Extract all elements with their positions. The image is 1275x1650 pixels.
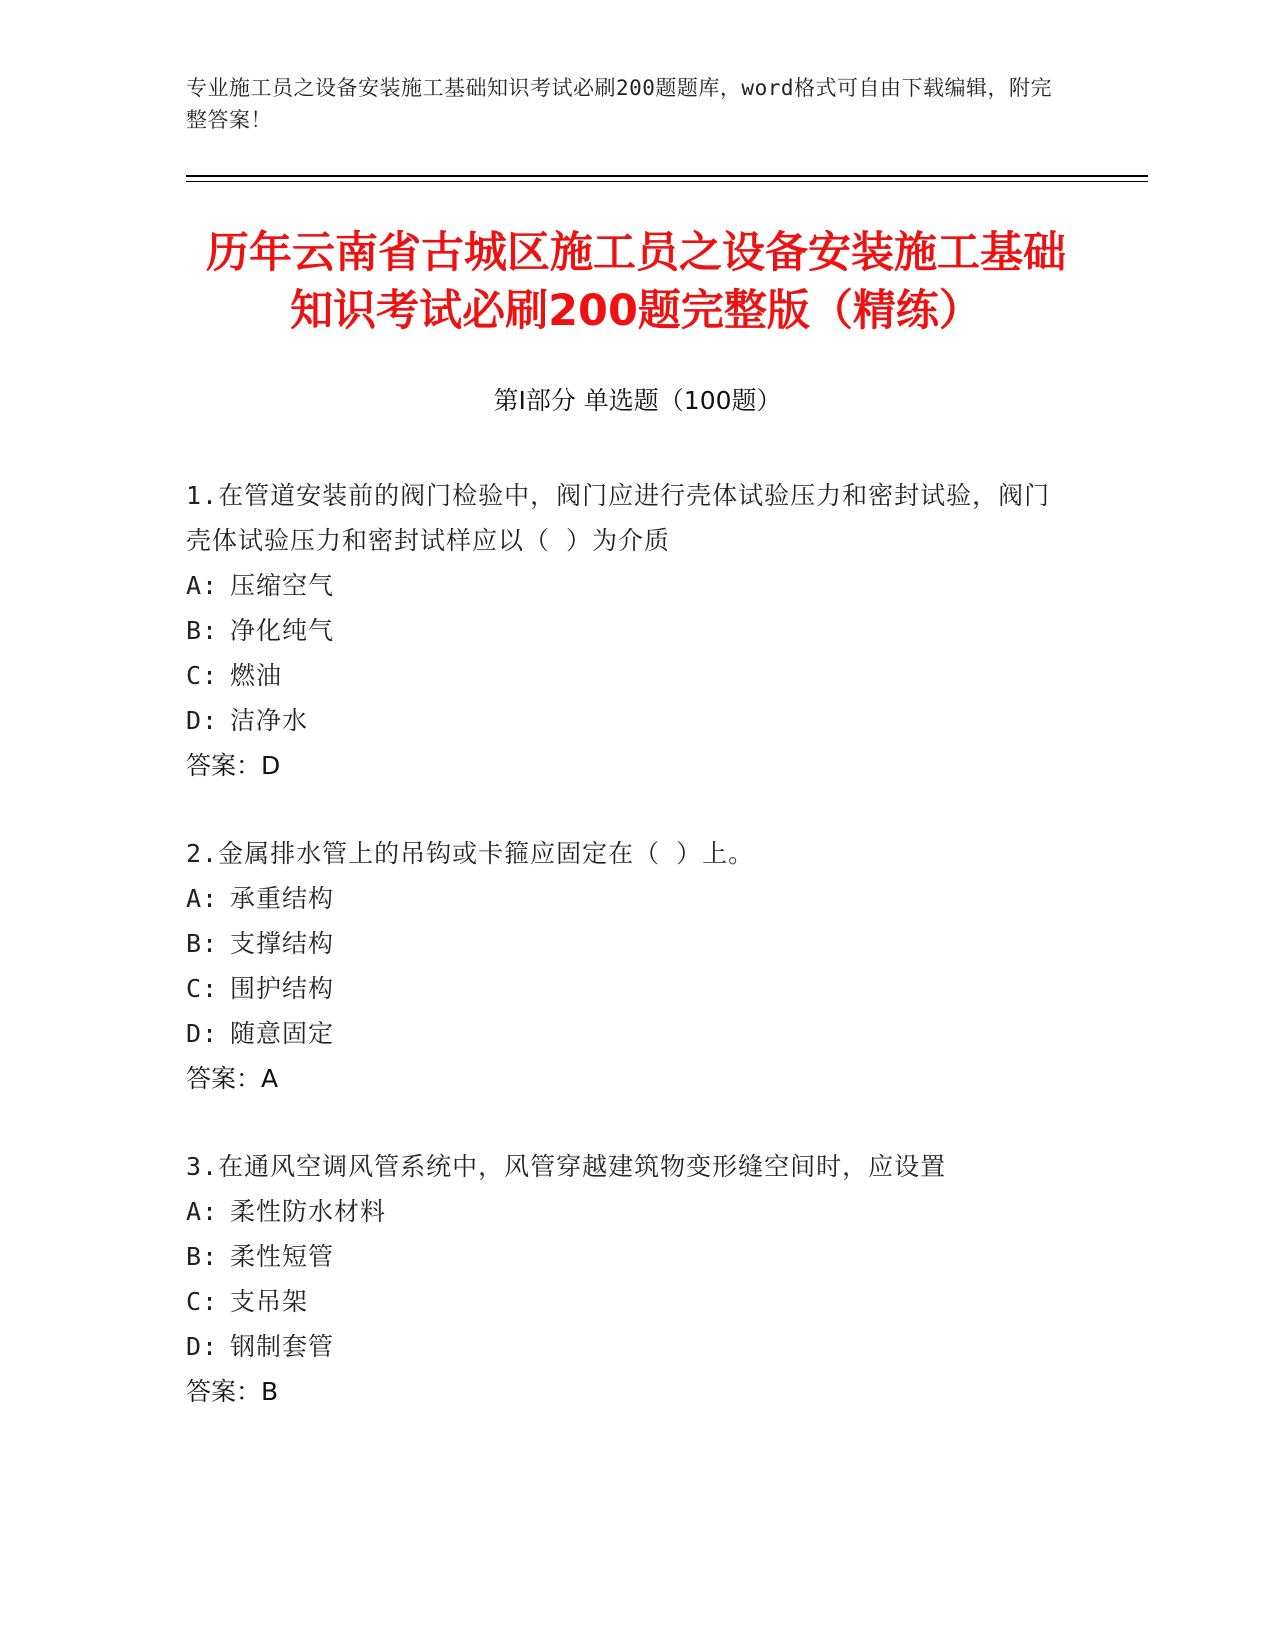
document-title: 历年云南省古城区施工员之设备安装施工基础知识考试必刷200题完整版（精练） [206, 228, 1066, 336]
question-option [186, 1324, 1066, 1369]
option-key: A: [186, 884, 219, 913]
option-text: 围护结构 [230, 974, 335, 1003]
question-option [186, 1189, 1066, 1234]
option-text: 柔性短管 [230, 1242, 335, 1271]
question-option [186, 1279, 1066, 1324]
question-answer: 答案：B [186, 1377, 279, 1406]
question-option [186, 1011, 1066, 1056]
question-option [186, 876, 1066, 921]
option-key: B: [186, 1242, 219, 1271]
option-key: D: [186, 706, 219, 735]
option-key: B: [186, 929, 219, 958]
option-text: 净化纯气 [230, 616, 335, 645]
question-stem: 1.在管道安装前的阀门检验中，阀门应进行壳体试验压力和密封试验，阀门壳体试验压力和密封试样应以（ ）为介质 [186, 481, 1051, 555]
option-key: D: [186, 1332, 219, 1361]
question-3 [186, 1144, 1066, 1414]
option-text: 燃油 [230, 661, 283, 690]
question-spacer [186, 788, 1066, 831]
option-key: A: [186, 571, 219, 600]
question-option [186, 608, 1066, 653]
header-note: 专业施工员之设备安装施工基础知识考试必刷200题题库，word格式可自由下载编辑，附完整答案！ [186, 76, 1052, 132]
option-key: B: [186, 616, 219, 645]
option-text: 洁净水 [230, 706, 309, 735]
question-answer: 答案：A [186, 1064, 279, 1093]
question-1 [186, 473, 1066, 788]
question-option [186, 1234, 1066, 1279]
option-text: 支吊架 [230, 1287, 309, 1316]
option-key: C: [186, 1287, 219, 1316]
question-stem: 3.在通风空调风管系统中，风管穿越建筑物变形缝空间时，应设置 [186, 1152, 947, 1181]
option-text: 支撑结构 [230, 929, 335, 958]
option-key: A: [186, 1197, 219, 1226]
option-key: D: [186, 1019, 219, 1048]
option-text: 钢制套管 [230, 1332, 335, 1361]
section-title: 第Ⅰ部分 单选题（100题） [493, 386, 782, 415]
question-option [186, 921, 1066, 966]
option-text: 压缩空气 [230, 571, 335, 600]
question-option [186, 966, 1066, 1011]
option-text: 承重结构 [230, 884, 335, 913]
question-2 [186, 831, 1066, 1101]
option-key: C: [186, 974, 219, 1003]
option-key: C: [186, 661, 219, 690]
option-text: 随意固定 [230, 1019, 335, 1048]
question-answer: 答案：D [186, 751, 281, 780]
question-option [186, 653, 1066, 698]
question-spacer [186, 1101, 1066, 1144]
header-rule-thick [186, 175, 1148, 177]
header-rule-thin [186, 181, 1148, 182]
question-option [186, 563, 1066, 608]
question-stem: 2.金属排水管上的吊钩或卡箍应固定在（ ）上。 [186, 839, 755, 868]
option-text: 柔性防水材料 [230, 1197, 387, 1226]
question-option [186, 698, 1066, 743]
question-list [186, 473, 1066, 1414]
